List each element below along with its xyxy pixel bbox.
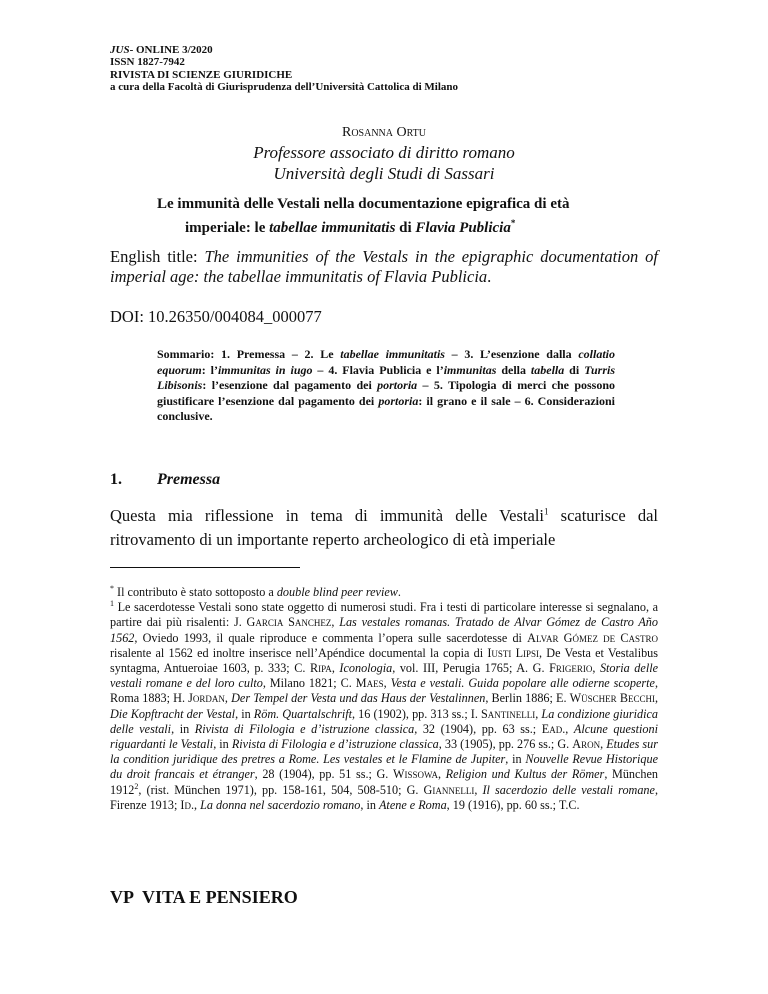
title-footnote-mark: * [510, 218, 516, 228]
section-heading [110, 471, 220, 489]
section-title: Premessa [157, 471, 221, 488]
author-block [110, 124, 658, 184]
footnote-0: * Il contributo è stato sottoposto a double blind peer review. [110, 583, 401, 599]
publisher-logo [110, 887, 298, 908]
journal-rivista: RIVISTA DI SCIENZE GIURIDICHE [110, 68, 293, 81]
publisher-mark: VP [110, 887, 134, 907]
summary: Sommario: 1. Premessa – 2. Le tabellae immunitatis – 3. L’esenzione dalla collatio equorum: l’immunitas in iugo – 4. Flavia Publicia e l’immunitas della tabella di Turris Libisonis: l’esenzione dal pagamento dei portoria – 5. Tipologia di merci che possono giustificare l’esenzione dal pagamento dei portoria: il grano e il sale – 6. Considerazioni conclusive. [157, 347, 616, 423]
journal-title: JUS [110, 44, 130, 56]
publisher-name: VITA E PENSIERO [142, 887, 298, 907]
doi: DOI: 10.26350/004084_000077 [110, 307, 322, 326]
footnote-ref-1: 1 [544, 506, 549, 517]
journal-issn: ISSN 1827-7942 [110, 56, 185, 69]
author-name: Rosanna Ortu [341, 125, 427, 140]
author-role: Professore associato di diritto romano [253, 143, 515, 162]
article-title [157, 192, 667, 240]
article-title-line2: imperiale: le tabellae immunitatis di Flavia Publicia* [185, 218, 516, 236]
journal-cura: a cura della Facoltà di Giurisprudenza dell’Università Cattolica di Milano [110, 80, 459, 93]
body-paragraph: Questa mia riflessione in tema di immunità delle Vestali$^1$ scaturisce dal ritrovamento di un importante reperto archeologico di età imperiale [110, 506, 658, 549]
footnote-divider [110, 567, 300, 568]
article-title-line1: Le immunità delle Vestali nella documentazione epigrafica di età [157, 196, 570, 212]
footnote-1: $^1$ Le sacerdotesse Vestali sono state oggetto di numerosi studi. Fra i testi di particolare interesse si segnalano, a partire dai più risalenti: J. Garcia Sanchez, Las vestales romanas. Tratado de Alvar Gómez de Castro Año 1562, Oviedo 1993, il quale riproduce e commenta l’opera sulle sacerdotesse di Alvar Gómez de Castro risalente al 1562 ed inoltre inserisce nell’Apéndice documental la copia di Iusti Lipsi, De Vesta et Vestalibus syntagma, Antueroiae 1603, p. 333; C. Ripa, Iconologia, vol. III, Perugia 1765; A. G. Frigerio, Storia delle vestali romane e del loro culto, Milano 1821; C. Maes, Vesta e vestali. Guida popolare alle odierne scoperte, Roma 1883; H. Jordan, Der Tempel der Vesta und das Haus der Vestalinnen, Berlin 1886; E. Wüscher Becchi, Die Kopftracht der Vestal, in Röm. Quartalschrift, 16 (1902), pp. 313 ss.; I. Santinelli, La condizione giuridica delle vestali, in Rivista di Filologia e d’istruzione classica, 32 (1904), pp. 63 ss.; Ead., Alcune questioni riguardanti le Vestali, in Rivista di Filologia e d’istruzione classica, 33 (1905), pp. 276 ss.; G. Aron, Etudes sur la condition juridique des pretres a Rome. Les vestales et le Flamine de Jupiter, in Nouvelle Revue Historique du droit francais et étranger, 28 (1904), pp. 51 ss.; G. Wissowa, Religion und Kultus der Römer, München 1912$^2$, (rist. München 1971), pp. 158-161, 504, 508-510; G. Giannelli, Il sacerdozio delle vestali romane, Firenze 1913; Id., La donna nel sacerdozio romano, in Atene e Roma, 19 (1916), pp. 60 ss.; T.C. [110, 599, 659, 812]
journal-issue: JUS- ONLINE 3/2020 [110, 44, 213, 56]
author-affiliation: Università degli Studi di Sassari [273, 164, 495, 183]
footnotes [110, 585, 658, 813]
journal-header [110, 44, 458, 93]
english-title: English title: The immunities of the Vestals in the epigraphic documentation of imperial age: the tabellae immunitatis of Flavia Publicia. [110, 247, 658, 286]
section-number: 1. [110, 471, 122, 488]
